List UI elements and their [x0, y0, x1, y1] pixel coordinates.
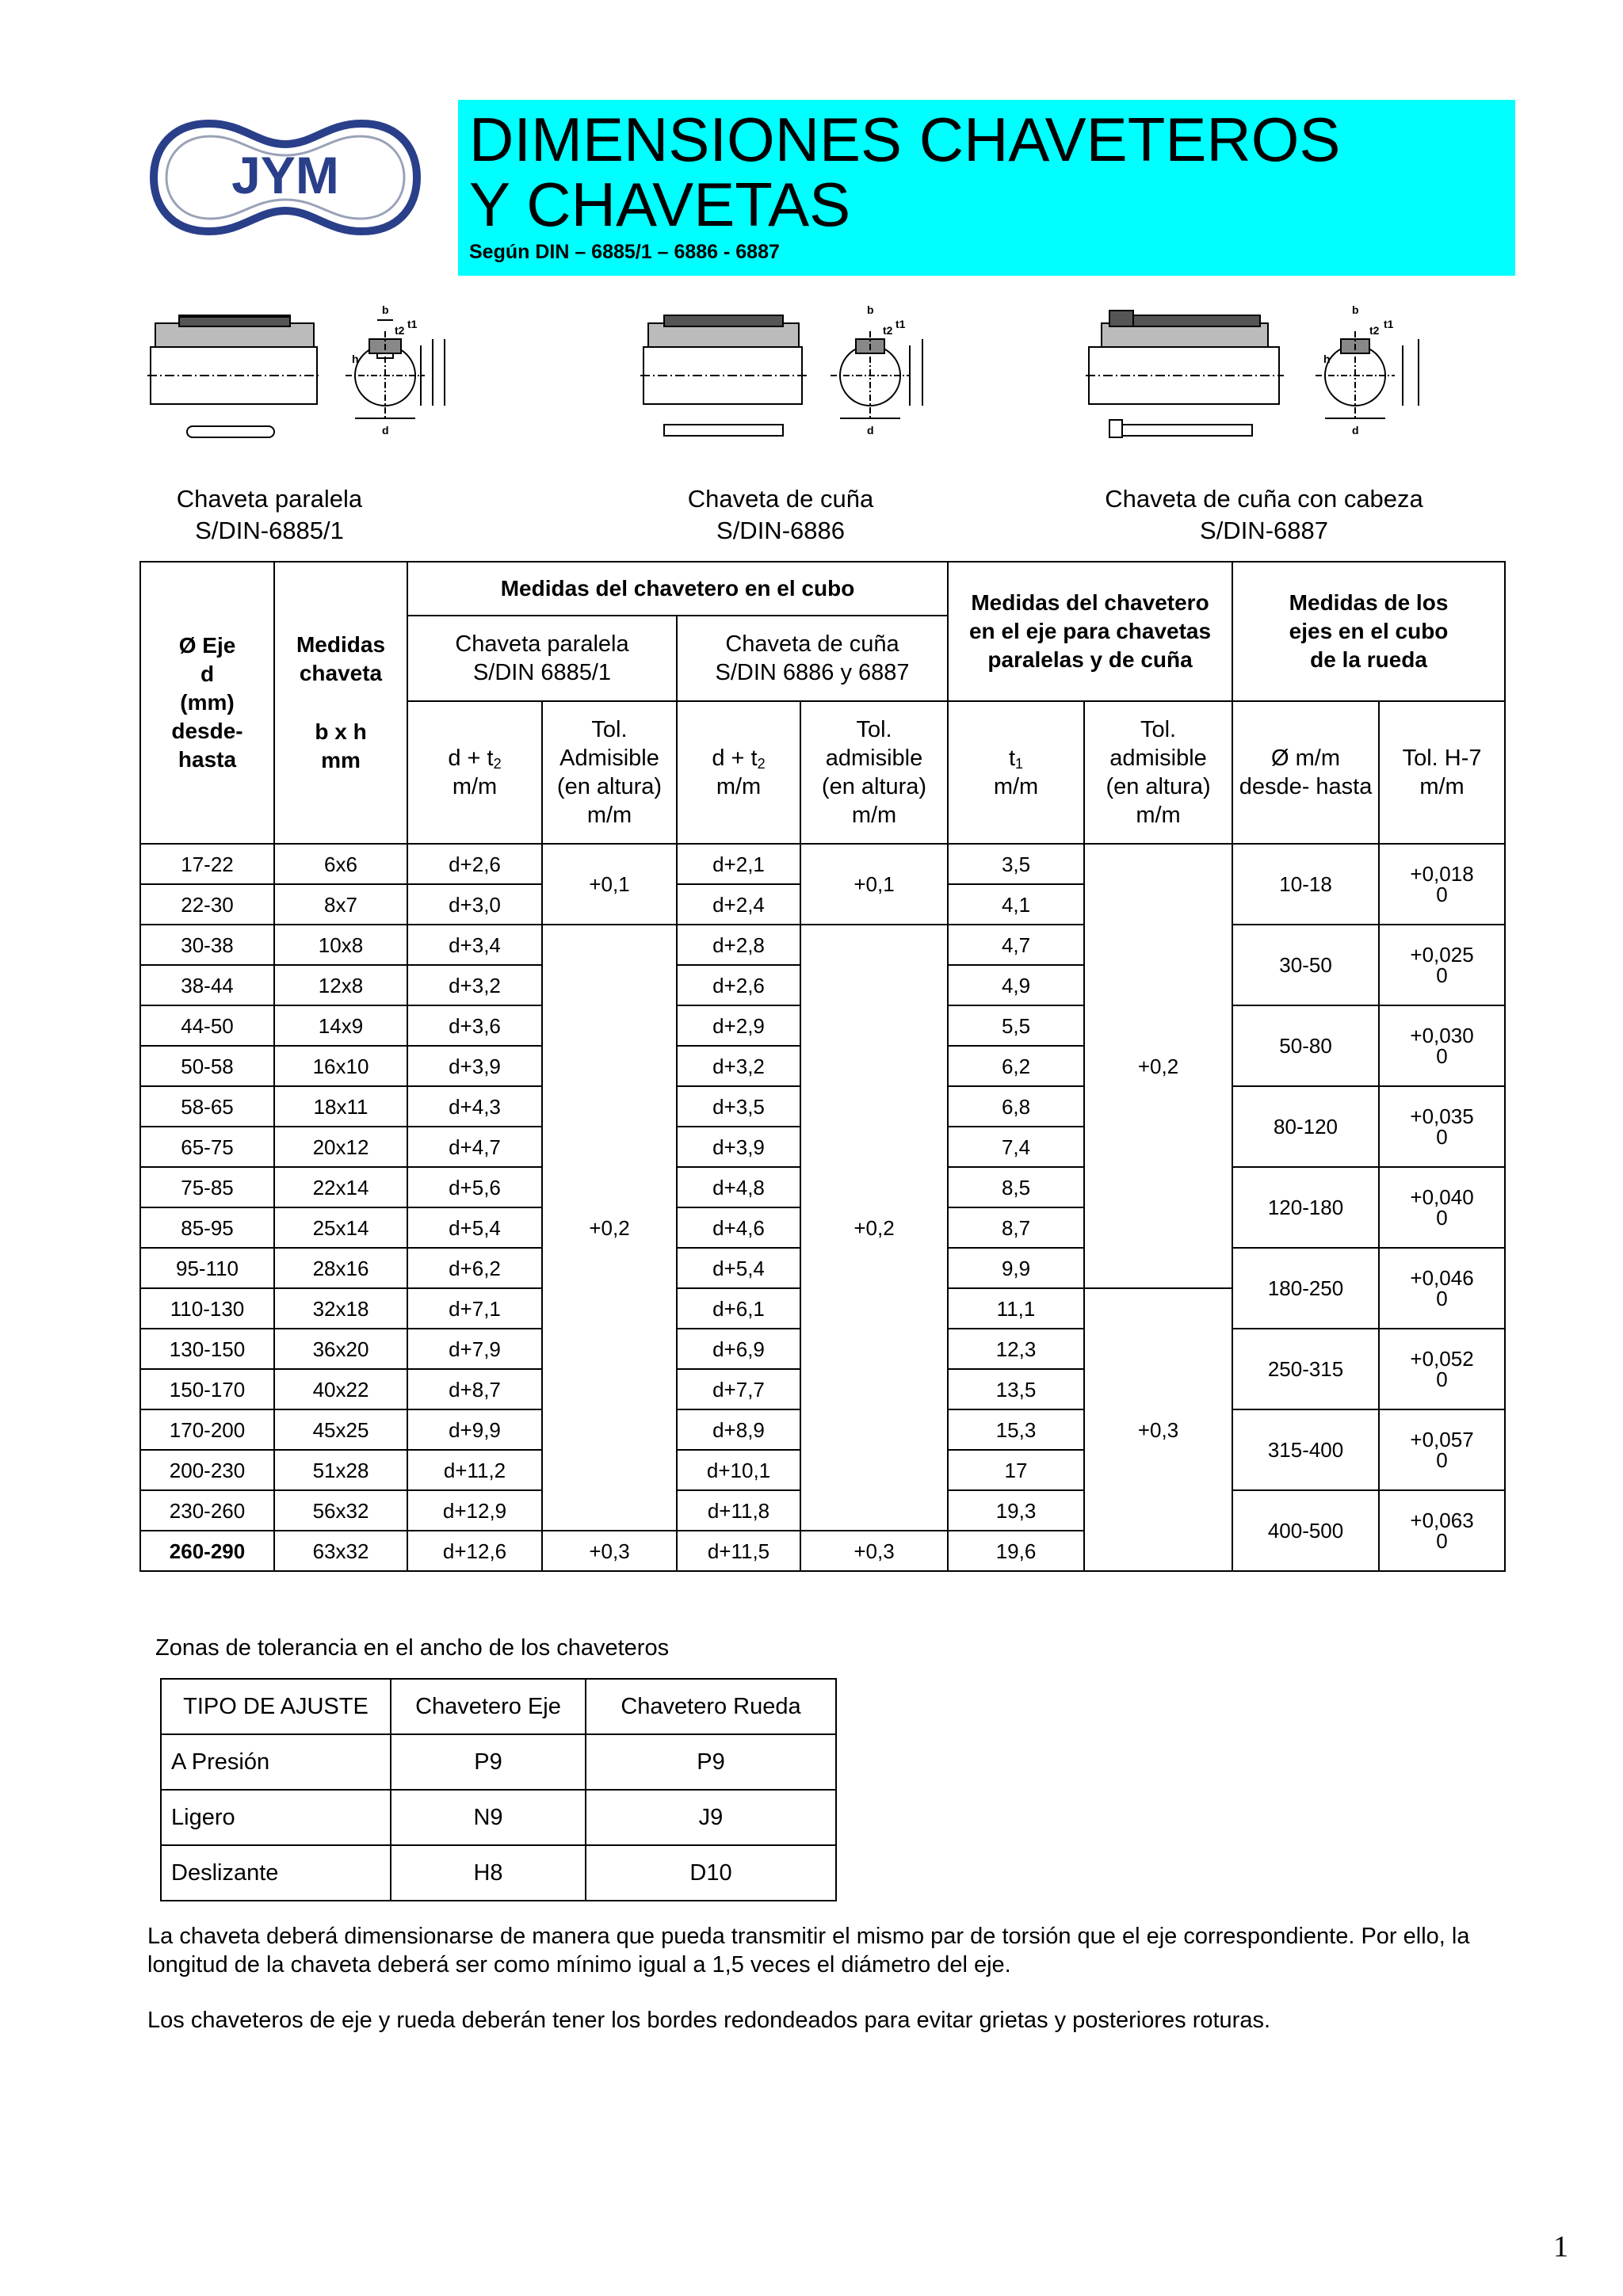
cell-eje: 65-75: [140, 1127, 274, 1167]
header-dt2-paralela: $d + t_2$ m/m: [407, 701, 542, 844]
header-ejes-cubo: Medidas de los ejes en el cubo de la rueda: [1232, 562, 1505, 701]
fit-header-row: [161, 1679, 836, 1734]
header-eje: Ø Eje d (mm) desde- hasta: [140, 562, 274, 844]
cell-dt2-paralela: d+5,6: [407, 1167, 542, 1207]
fit-header-rueda: Chavetero Rueda: [586, 1679, 836, 1734]
fit-header-eje: Chavetero Eje: [391, 1679, 586, 1734]
header-tol-paralela: Tol. Admisible (en altura) m/m: [542, 701, 677, 844]
header-dt2-cuna: $d + t_2$ m/m: [677, 701, 800, 844]
cell-hub-range: 10-18: [1232, 844, 1379, 925]
cell-hub-range: 180-250: [1232, 1248, 1379, 1329]
hub-tol-upper: +0,063: [1410, 1508, 1474, 1532]
cell-dt2-paralela: d+4,7: [407, 1127, 542, 1167]
cell-eje: 58-65: [140, 1086, 274, 1127]
zones-label: Zonas de tolerancia en el ancho de los chaveteros: [155, 1635, 670, 1661]
cell-eje: 200-230: [140, 1450, 274, 1490]
cell-dt2-cuna: d+2,9: [677, 1005, 800, 1046]
svg-text:t2: t2: [395, 324, 405, 337]
cell-hub-tol: [1379, 1329, 1505, 1409]
svg-text:t1: t1: [1384, 318, 1394, 330]
svg-text:b: b: [1352, 303, 1359, 316]
logo-text: JYM: [231, 146, 339, 204]
cell-dt2-paralela: d+3,4: [407, 925, 542, 965]
cell-bxh: 6x6: [274, 844, 407, 884]
cell-dt2-paralela: d+12,6: [407, 1531, 542, 1571]
cell-bxh: 45x25: [274, 1409, 407, 1450]
cell-hub-tol: [1379, 1409, 1505, 1490]
hub-tol-upper: +0,030: [1410, 1024, 1474, 1047]
svg-text:d: d: [867, 424, 874, 437]
cell-eje: 17-22: [140, 844, 274, 884]
cell-hub-range: 250-315: [1232, 1329, 1379, 1409]
cell-hub-range: 50-80: [1232, 1005, 1379, 1086]
gib-head-key-drawing: [1086, 299, 1450, 450]
hub-tol-lower: 0: [1436, 1367, 1448, 1391]
cell-dt2-paralela: d+3,0: [407, 884, 542, 925]
cell-hub-range: 120-180: [1232, 1167, 1379, 1248]
cell-t1: 19,3: [948, 1490, 1084, 1531]
cell-eje: 95-110: [140, 1248, 274, 1288]
cell-dt2-cuna: d+3,2: [677, 1046, 800, 1086]
hub-tol-upper: +0,025: [1410, 943, 1474, 967]
cell-hub-range: 30-50: [1232, 925, 1379, 1005]
cell-bxh: 16x10: [274, 1046, 407, 1086]
table-row: [140, 844, 1505, 884]
cell-hub-range: 400-500: [1232, 1490, 1379, 1571]
header-tol-h7: Tol. H-7 m/m: [1379, 701, 1505, 844]
cell-dt2-cuna: d+2,4: [677, 884, 800, 925]
cell-t1: 13,5: [948, 1369, 1084, 1409]
caption-parallel-key: Chaveta paralela S/DIN-6885/1: [176, 485, 363, 544]
cell-eje: 44-50: [140, 1005, 274, 1046]
fit-type-table: [160, 1678, 837, 1901]
cell-t1: 12,3: [948, 1329, 1084, 1369]
cell-dt2-cuna: d+6,1: [677, 1288, 800, 1329]
cell-tol-cuna: +0,1: [800, 844, 948, 925]
cell-dt2-paralela: d+12,9: [407, 1490, 542, 1531]
cell-t1: 5,5: [948, 1005, 1084, 1046]
cell-bxh: 25x14: [274, 1207, 407, 1248]
page-title-line-1: DIMENSIONES CHAVETEROS: [469, 105, 1341, 174]
note-paragraph-2: Los chaveteros de eje y rueda deberán tener los bordes redondeados para evitar grietas y posteriores roturas.: [147, 2008, 1271, 2033]
fit-row: Ligero N9 J9: [161, 1790, 836, 1845]
cell-bxh: 14x9: [274, 1005, 407, 1046]
cell-eje: 75-85: [140, 1167, 274, 1207]
cell-dt2-paralela: d+3,9: [407, 1046, 542, 1086]
hub-tol-lower: 0: [1436, 1529, 1448, 1553]
svg-text:d: d: [1352, 424, 1359, 437]
cell-eje: 110-130: [140, 1288, 274, 1329]
caption-taper-key: Chaveta de cuña S/DIN-6886: [687, 485, 874, 544]
hub-tol-lower: 0: [1436, 1044, 1448, 1068]
svg-text:h: h: [1323, 353, 1331, 365]
cell-bxh: 8x7: [274, 884, 407, 925]
svg-text:t2: t2: [883, 324, 893, 337]
cell-bxh: 63x32: [274, 1531, 407, 1571]
hub-tol-lower: 0: [1436, 883, 1448, 906]
cell-t1: 15,3: [948, 1409, 1084, 1450]
cell-bxh: 22x14: [274, 1167, 407, 1207]
cell-t1: 17: [948, 1450, 1084, 1490]
hub-tol-upper: +0,052: [1410, 1347, 1474, 1371]
cell-bxh: 32x18: [274, 1288, 407, 1329]
cell-hub-tol: [1379, 925, 1505, 1005]
cell-dt2-cuna: d+8,9: [677, 1409, 800, 1450]
cell-hub-tol: [1379, 1490, 1505, 1571]
cell-bxh: 40x22: [274, 1369, 407, 1409]
page-number: 1: [1553, 2230, 1568, 2264]
header-tol-cuna: Tol. admisible (en altura) m/m: [800, 701, 948, 844]
header-cubo: Medidas del chavetero en el cubo: [407, 562, 948, 616]
cell-dt2-cuna: d+2,6: [677, 965, 800, 1005]
cell-dt2-paralela: d+5,4: [407, 1207, 542, 1248]
fit-row: A Presión P9 P9: [161, 1734, 836, 1790]
cell-t1: 19,6: [948, 1531, 1084, 1571]
parallel-key-drawing: [147, 299, 456, 450]
cell-tol-paralela: +0,2: [542, 925, 677, 1531]
cell-dt2-cuna: d+4,8: [677, 1167, 800, 1207]
cell-dt2-paralela: d+3,6: [407, 1005, 542, 1046]
cell-dt2-paralela: d+8,7: [407, 1369, 542, 1409]
hub-tol-upper: +0,057: [1410, 1428, 1474, 1451]
cell-hub-tol: [1379, 1248, 1505, 1329]
cell-bxh: 12x8: [274, 965, 407, 1005]
cell-dt2-paralela: d+11,2: [407, 1450, 542, 1490]
cell-tol-paralela: +0,3: [542, 1531, 677, 1571]
cell-hub-range: 315-400: [1232, 1409, 1379, 1490]
taper-key-drawing: [640, 299, 949, 450]
hub-tol-lower: 0: [1436, 1206, 1448, 1230]
header-paralela: Chaveta paralela S/DIN 6885/1: [407, 616, 677, 701]
cell-eje: 22-30: [140, 884, 274, 925]
cell-dt2-paralela: d+2,6: [407, 844, 542, 884]
cell-dt2-cuna: d+3,5: [677, 1086, 800, 1127]
svg-text:d: d: [382, 424, 389, 437]
title-banner: [458, 100, 1515, 276]
cell-bxh: 10x8: [274, 925, 407, 965]
cell-dt2-paralela: d+6,2: [407, 1248, 542, 1288]
page-title-line-2: Y CHAVETAS: [469, 170, 851, 239]
cell-bxh: 20x12: [274, 1127, 407, 1167]
cell-dt2-cuna: d+5,4: [677, 1248, 800, 1288]
cell-t1: 4,7: [948, 925, 1084, 965]
cell-t1: 4,1: [948, 884, 1084, 925]
cell-dt2-cuna: d+11,5: [677, 1531, 800, 1571]
cell-t1: 4,9: [948, 965, 1084, 1005]
cell-hub-range: 80-120: [1232, 1086, 1379, 1167]
cell-dt2-cuna: d+11,8: [677, 1490, 800, 1531]
header-diametro: Ø m/m desde- hasta: [1232, 701, 1379, 844]
cell-tol-eje: +0,3: [1084, 1288, 1232, 1571]
fit-header-tipo: TIPO DE AJUSTE: [161, 1679, 391, 1734]
cell-bxh: 51x28: [274, 1450, 407, 1490]
caption-gib-head-key: Chaveta de cuña con cabeza S/DIN-6887: [1105, 485, 1423, 544]
hub-tol-upper: +0,018: [1410, 862, 1474, 886]
note-paragraph-1: La chaveta deberá dimensionarse de manera que pueda transmitir el mismo par de torsión que el eje correspondiente. Por ello, la longitud de la chaveta deberá ser como mínimo igual a 1,5 veces el diámetro del eje.: [147, 1924, 1470, 1978]
hub-tol-lower: 0: [1436, 1125, 1448, 1149]
header-medidas-chaveta: Medidas chaveta b x h mm: [274, 562, 407, 844]
cell-t1: 11,1: [948, 1288, 1084, 1329]
svg-text:b: b: [382, 303, 389, 316]
cell-dt2-paralela: d+3,2: [407, 965, 542, 1005]
cell-eje: 85-95: [140, 1207, 274, 1248]
cell-dt2-cuna: d+3,9: [677, 1127, 800, 1167]
table-row: [140, 925, 1505, 965]
cell-dt2-cuna: d+10,1: [677, 1450, 800, 1490]
cell-dt2-cuna: d+2,1: [677, 844, 800, 884]
cell-hub-tol: [1379, 1005, 1505, 1086]
cell-eje: 150-170: [140, 1369, 274, 1409]
cell-t1: 9,9: [948, 1248, 1084, 1288]
svg-text:t1: t1: [896, 318, 906, 330]
hub-tol-lower: 0: [1436, 1448, 1448, 1472]
cell-bxh: 28x16: [274, 1248, 407, 1288]
cell-eje: 130-150: [140, 1329, 274, 1369]
cell-dt2-cuna: d+4,6: [677, 1207, 800, 1248]
cell-t1: 3,5: [948, 844, 1084, 884]
cell-dt2-paralela: d+4,3: [407, 1086, 542, 1127]
cell-tol-eje: +0,2: [1084, 844, 1232, 1288]
cell-t1: 7,4: [948, 1127, 1084, 1167]
cell-eje: 170-200: [140, 1409, 274, 1450]
cell-t1: 8,7: [948, 1207, 1084, 1248]
hub-tol-upper: +0,040: [1410, 1185, 1474, 1209]
hub-tol-lower: 0: [1436, 963, 1448, 987]
hub-tol-lower: 0: [1436, 1287, 1448, 1310]
cell-dt2-cuna: d+2,8: [677, 925, 800, 965]
cell-bxh: 18x11: [274, 1086, 407, 1127]
cell-dt2-paralela: d+9,9: [407, 1409, 542, 1450]
cell-hub-tol: [1379, 1086, 1505, 1167]
cell-hub-tol: [1379, 1167, 1505, 1248]
cell-eje: 50-58: [140, 1046, 274, 1086]
svg-text:b: b: [867, 303, 874, 316]
header-cuna: Chaveta de cuña S/DIN 6886 y 6887: [677, 616, 948, 701]
cell-t1: 6,2: [948, 1046, 1084, 1086]
cell-eje: 260-290: [140, 1531, 274, 1571]
cell-bxh: 36x20: [274, 1329, 407, 1369]
hub-tol-upper: +0,035: [1410, 1104, 1474, 1128]
cell-bxh: 56x32: [274, 1490, 407, 1531]
fit-row: Deslizante H8 D10: [161, 1845, 836, 1901]
company-logo: [147, 117, 423, 238]
svg-text:t2: t2: [1369, 324, 1380, 337]
cell-dt2-paralela: d+7,9: [407, 1329, 542, 1369]
cell-eje: 38-44: [140, 965, 274, 1005]
page-subtitle: Según DIN – 6885/1 – 6886 - 6887: [469, 241, 780, 263]
svg-text:t1: t1: [407, 318, 418, 330]
svg-text:h: h: [352, 353, 359, 365]
cell-tol-cuna: +0,3: [800, 1531, 948, 1571]
cell-eje: 30-38: [140, 925, 274, 965]
hub-tol-upper: +0,046: [1410, 1266, 1474, 1290]
cell-eje: 230-260: [140, 1490, 274, 1531]
dimensions-table: [139, 561, 1506, 1572]
header-eje-group: Medidas del chavetero en el eje para chavetas paralelas y de cuña: [948, 562, 1232, 701]
cell-dt2-cuna: d+6,9: [677, 1329, 800, 1369]
cell-dt2-cuna: d+7,7: [677, 1369, 800, 1409]
header-tol-eje: Tol. admisible (en altura) m/m: [1084, 701, 1232, 844]
cell-t1: 8,5: [948, 1167, 1084, 1207]
cell-t1: 6,8: [948, 1086, 1084, 1127]
header-t1: $t_1$ m/m: [948, 701, 1084, 844]
cell-tol-paralela: +0,1: [542, 844, 677, 925]
cell-hub-tol: [1379, 844, 1505, 925]
cell-tol-cuna: +0,2: [800, 925, 948, 1531]
cell-dt2-paralela: d+7,1: [407, 1288, 542, 1329]
